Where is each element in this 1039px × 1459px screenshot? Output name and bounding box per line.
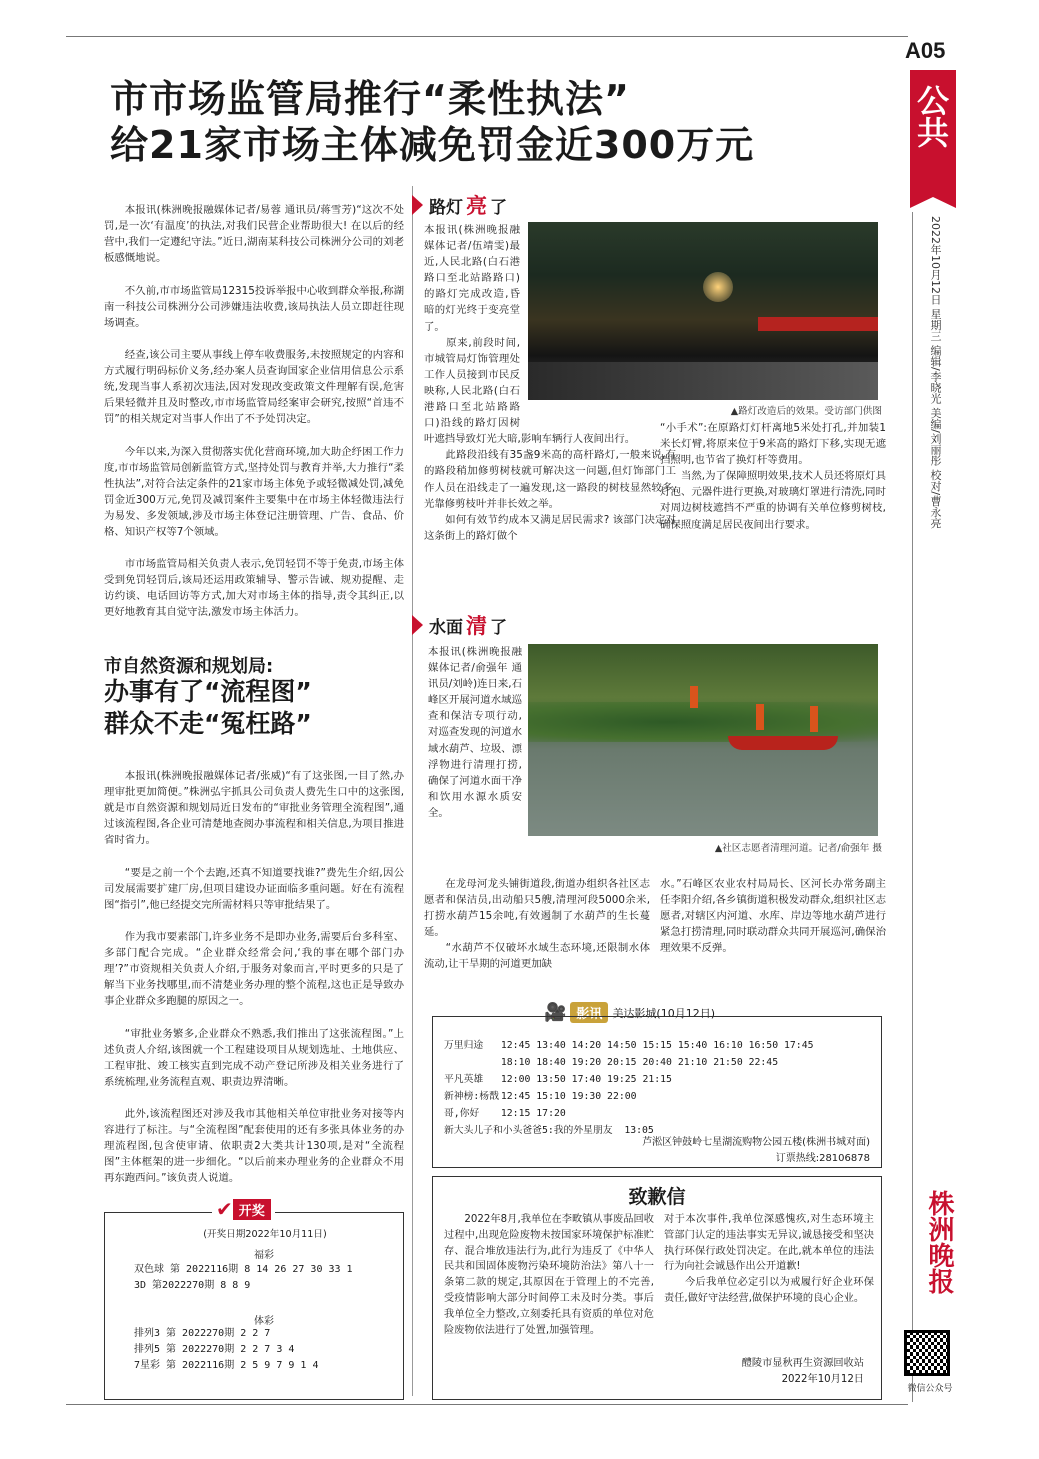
lottery-row: 3D 第2022270期 8 8 9 — [134, 1280, 251, 1291]
arrow-icon — [412, 195, 423, 215]
article2-title2: 群众不走“冤枉路” — [104, 709, 312, 738]
water-heading — [412, 610, 507, 640]
streetlight-head-after: 了 — [490, 197, 507, 218]
cinema-hotline: 订票热线:28106878 — [775, 1153, 870, 1164]
lottery-badge — [212, 1198, 275, 1220]
showtimes: 18:10 18:40 19:20 20:15 20:40 21:10 21:50 22:45 — [500, 1057, 779, 1068]
sports-list — [134, 1326, 319, 1374]
red-boat — [728, 736, 838, 750]
check-icon: ✔ — [216, 1197, 233, 1221]
streetlight-heading — [412, 190, 507, 220]
column-divider — [412, 186, 413, 1396]
lottery-row: 排列5 第 2022270期 2 2 7 3 4 — [134, 1344, 295, 1355]
article1-body — [104, 186, 404, 637]
streetlight-text: 本报讯(株洲晚报融媒体记者/伍靖雯)最近,人民北路(白石港路口至北站路路口)的路灯完成改造,昏暗的灯光终于变亮堂了。 原来,前段时间,市城管局灯饰管理处工作人员接到市民反映称,人民北路(白石港路口至北站路路口)沿线的路灯因树叶遮挡导致灯光大暗,影响车辆行人夜间出行。 此路段沿线有35盏9米高的高杆路灯,一般来说,有的路段稍加修剪树枝就可解决这一问题,但灯饰部门工作人员在沿线走了一遍发现,这一路段的树枝显然较多,光靠修剪枝叶并非长效之举。 如何有效节约成本又满足居民需求? 该部门决定对这条街上的路灯做个 — [424, 224, 676, 542]
water-head-after: 了 — [490, 617, 507, 638]
cinema-table — [442, 1036, 816, 1140]
article1-paragraph: 今年以来,为深入贯彻落实优化营商环境,加大助企纾困工作力度,市市场监管局创新监管方式,坚持处罚与教育并举,大力推行“柔性执法”,对符合法定条件的21家市场主体免予或轻微减处罚,减免罚金近300万元,免罚及减罚案件主要集中在市场主体轻微违法行为易发、多发领域,涉及市场主体登记注册管理、广告、食品、价格、知识产权等7个领域。 — [104, 445, 404, 538]
article1-paragraph: 本报讯(株洲晚报融媒体记者/易蓉 通讯员/蒋雪芳)“这次不处罚,是一次‘有温度’的执法,对我们民营企业帮助很大! 在以后的经营中,我们一定遵纪守法。”近日,湖南某科技公司株洲分公司的刘老板感慨地说。 — [104, 204, 404, 265]
showtimes: 12:15 17:20 — [500, 1108, 566, 1119]
lottery-row: 7星彩 第 2022116期 2 5 9 7 9 1 4 — [134, 1360, 319, 1371]
article2-paragraph: 此外,该流程图还对涉及我市其他相关单位审批业务对接等内容进行了标注。与“全流程图”配套使用的还有多张具体业务的办理流程图,包含使审请、依职责2大类共计130项,是对“全流程图”主体框架的进一步细化。“以后前来办理业务的企业群众不用再东跑西问。”该负责人说道。 — [104, 1108, 404, 1185]
dateline: 2022年10月12日 星期三 编辑/李晓光 美编/刘丽彤 校对/曹永亮 — [929, 216, 942, 529]
lottery-date: (开奖日期2022年10月11日) — [203, 1229, 327, 1240]
top-rule — [66, 36, 908, 37]
streetlight-caption: ▲路灯改造后的效果。受访部门供图 — [730, 406, 882, 417]
film-title — [444, 1055, 499, 1070]
shop-sign — [758, 317, 878, 331]
cinema-row — [444, 1038, 814, 1053]
apology-right-col: 对于本次事件,我单位深感愧疚,对生态环境主管部门认定的违法事实无异议,诚恳接受和坚决执行环保行政处罚决定。在此,就本单位的违法行为向社会诚恳作出公开道歉! 今后我单位必定引以为戒履行好企业环保责任,做好守法经营,做保护环境的良心企业。 — [664, 1214, 874, 1304]
apology-date: 2022年10月12日 — [781, 1374, 864, 1385]
water-right-col: 水。”石峰区农业农村局局长、区河长办常务副主任李阳介绍,各乡镇街道积极发动群众,组织社区志愿者,对辖区内河道、水库、岸边等地水葫芦进行紧急打捞清理,同时联动群众共同开展巡河,确保治理效果不反弹。 — [660, 878, 886, 955]
water-head-before: 水面 — [429, 617, 463, 638]
streetlight-right-col: “小手术”:在原路灯灯杆离地5米处打孔,并加装1米长灯臂,将原来位于9米高的路灯下移,实现无遮挡照明,也节省了换灯杆等费用。 当然,为了保障照明效果,技术人员还将原灯具灯泡、元器件进行更换,对玻璃灯罩进行清洗,同时对周边树枝遮挡不严重的协调有关单位修剪树枝,确保照度满足居民夜间出行要求。 — [660, 422, 886, 531]
article2-body — [104, 752, 404, 1203]
streetlight-head-before: 路灯 — [429, 197, 463, 218]
photo-float-spacer — [520, 222, 676, 418]
apology-left-col: 2022年8月,我单位在李畋镇从事废品回收过程中,出现危险废物未按国家环境保护标准贮存、混合堆放违法行为,此行为违反了《中华人民共和国固体废物污染环境防治法》第八十一条第二款的规定,其原因在于管理上的不完善,受疫情影响大部分时间停工未及时分类。事后我单位全力整改,立刻委托具有资质的单位对危险废物依法进行了处置,加强管理。 — [444, 1214, 654, 1336]
film-title: 万里归途 — [444, 1040, 484, 1051]
cinema-row — [444, 1106, 814, 1121]
lottery-badge-label: 开奖 — [233, 1199, 271, 1220]
lottery-row: 双色球 第 2022116期 8 14 26 27 30 33 1 — [134, 1264, 353, 1275]
article2-paragraph: “审批业务繁多,企业群众不熟悉,我们推出了这张流程图。”上述负责人介绍,该图就一个工程建设项目从规划选址、土地供应、工程审批、竣工核实直到完成不动产登记所涉及相关业务进行了系统梳理,业务流程直观、职责边界清晰。 — [104, 1027, 404, 1088]
article2-paragraph: 作为我市要素部门,许多业务不是即办业务,需要后台多科室、多部门配合完成。“企业群众经常会问,‘我的事在哪个部门办理’?”市资规相关负责人介绍,于服务对象而言,平时更多的只是了解当下业务找哪里,而不清楚业务办理的整个流程,这也正是导致办事企业群众多跑腿的原因之一。 — [104, 931, 404, 1008]
bottom-rule — [66, 1404, 908, 1405]
page-number: A05 — [905, 38, 946, 63]
article2-paragraph: “要是之前一个个去跑,还真不知道要找谁?”费先生介绍,因公司发展需要扩建厂房,但项目建设办证面临多重问题。好在有流程图“指引”,他已经提交完所需材料只等审批结果了。 — [104, 866, 404, 911]
cinema-row — [444, 1055, 814, 1070]
article2-kicker: 市自然资源和规划局: — [104, 656, 274, 677]
water-head-hi: 清 — [466, 614, 487, 638]
lamp-glow — [703, 272, 733, 302]
water-side-col: 本报讯(株洲晚报融媒体记者/俞强年 通讯员/刘岭)连日来,石峰区开展河道水域巡查和保洁专项行动,对巡查发现的河道水域水葫芦、垃圾、漂浮物进行清理打捞,确保了河道水面干净和饮用水源水质安全。 — [428, 646, 522, 819]
lottery-row: 排列3 第 2022270期 2 2 7 — [134, 1328, 271, 1339]
qr-code — [904, 1330, 950, 1376]
film-title: 平凡英雄 — [444, 1074, 484, 1085]
streetlight-head-hi: 亮 — [466, 194, 487, 218]
section-label: 公共 — [912, 84, 950, 148]
welfare-head: 福彩 — [254, 1250, 274, 1261]
arrow-icon — [412, 615, 423, 635]
cinema-address: 芦淞区钟鼓岭七星湖流购物公园五楼(株洲书城对面) — [642, 1137, 870, 1148]
cinema-title: 美达影城(10月12日) — [612, 1006, 716, 1020]
cinema-row — [444, 1072, 814, 1087]
article1-paragraph: 不久前,市市场监管局12315投诉举报中心收到群众举报,称湖南一科技公司株洲分公司涉嫌违法收费,该局执法人员立即赶往现场调查。 — [104, 284, 404, 329]
showtimes: 13:05 — [624, 1125, 654, 1136]
showtimes: 12:00 13:50 17:40 19:25 21:15 — [500, 1074, 672, 1085]
water-photo — [528, 644, 878, 836]
showtimes: 12:45 15:10 19:30 22:00 — [500, 1091, 637, 1102]
volunteer-3 — [810, 706, 818, 732]
water-caption: ▲社区志愿者清理河道。记者/俞强年 摄 — [714, 843, 882, 854]
streetlight-left-col — [424, 222, 676, 584]
film-title: 新神榜:杨戬 — [444, 1091, 499, 1102]
showtimes: 12:45 13:40 14:20 14:50 15:15 15:40 16:10 16:50 17:45 — [500, 1040, 814, 1051]
article1-paragraph: 经查,该公司主要从事线上停车收费服务,未按照规定的内容和方式履行明码标价义务,经办案人员查询国家企业信用信息公示系统,发现当事人系初次违法,因对发现改变政策文件理解有误,危害后果轻微并且及时整改,市市场监管局经案审会研究,按照“首违不罚”的相关规定对当事人作出了不予处罚决定。 — [104, 348, 404, 426]
apology-signature: 醴陵市显秋再生资源回收站 — [741, 1358, 864, 1369]
cinema-logo: 影讯 — [570, 1002, 608, 1023]
volunteer-1 — [690, 686, 698, 708]
film-title: 哥,你好 — [444, 1108, 480, 1119]
sports-head: 体彩 — [254, 1316, 274, 1327]
headline-line1: 市市场监管局推行“柔性执法” — [110, 77, 630, 121]
paper-logo: 株洲晚报 — [924, 1190, 954, 1294]
apology-title: 致歉信 — [628, 1186, 686, 1208]
article1-paragraph: 市市场监管局相关负责人表示,免罚轻罚不等于免责,市场主体受到免罚轻罚后,该局还运用政策辅导、警示告诫、规劝提醒、走访约谈、电话回访等方式,加大对市场主体的指导,责令其纠正,以更好地教育其自觉守法,激发市场主体活力。 — [104, 558, 404, 619]
volunteer-2 — [756, 704, 764, 730]
article2-paragraph: 本报讯(株洲晚报融媒体记者/张威)“有了这张图,一目了然,办理审批更加简便。”株洲弘宇抓具公司负责人费先生口中的这张图,就是市自然资源和规划局近日发布的“审批业务管理全流程图”,通过该流程图,各企业可清楚地查阅办事流程和相关信息,为项目推进省时省力。 — [104, 770, 404, 847]
cinema-listings — [442, 1036, 874, 1140]
welfare-list — [134, 1262, 353, 1294]
film-title-long: 新大头儿子和小头爸爸5:我的外星朋友 — [444, 1125, 613, 1136]
film-camera-icon: 🎥 — [544, 1002, 567, 1023]
headline-line2: 给21家市场主体减免罚金近300万元 — [110, 123, 755, 167]
cinema-row — [444, 1089, 814, 1104]
article2-title1: 办事有了“流程图” — [104, 677, 312, 706]
vertical-rule — [912, 212, 913, 1402]
water-left-col: 在龙母河龙头铺街道段,街道办组织各社区志愿者和保洁员,出动船只5艘,清理河段5000余米,打捞水葫芦15余吨,有效遏制了水葫芦的生长蔓延。 “水葫芦不仅破坏水域生态环境,还限制水体流动,让干旱期的河道更加缺 — [424, 878, 650, 971]
qr-caption: 微信公众号 — [907, 1384, 953, 1394]
